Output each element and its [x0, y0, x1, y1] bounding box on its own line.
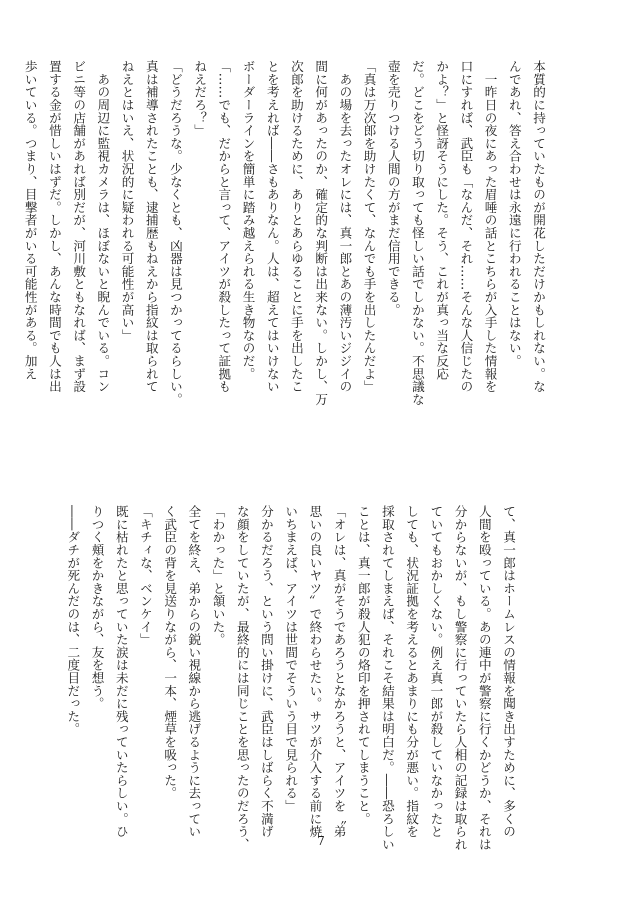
text-line: だ。どこをどう切り取っても怪しい話でしかない。不思議な — [409, 60, 425, 406]
text-line: いちまえば、アイツは世間でそういう目で見られる」 — [283, 505, 299, 813]
text-line: 人間を殴っている。あの連中が警察に行くかどうか、それは — [476, 505, 492, 851]
upper-text-block — [22, 60, 550, 406]
text-line: 「わかった」と頷いた。 — [210, 505, 226, 646]
text-line: 置する金が惜しいはずだ。しかし、あんな時間でも人は出 — [46, 60, 62, 393]
text-line: 思いの良いヤツ〟で終わらせたい。サツが介入する前に焼 — [307, 505, 323, 838]
text-line: 本質的に持っていたものが開花しただけかもしれない。な — [531, 60, 546, 393]
text-line: かよ？」と怪訝そうにした。そう、これが真っ当な反応 — [434, 60, 450, 380]
text-line: 間に何があったのか、確定的な判断は出来ない。しかし、万 — [313, 60, 329, 406]
text-line: 「キチィな、ベンケイ」 — [137, 505, 153, 646]
text-line: 「真は万次郎を助けたくて、なんでも手を出したんだよ」 — [361, 60, 377, 393]
text-line: 分からないが、もし警察に行っていたら人相の記録は取られ — [452, 505, 468, 851]
text-line: 口にすれば、武臣も「なんだ、それ……そんな人信じたの — [458, 60, 474, 393]
page-number: 7 — [317, 834, 325, 848]
text-line: 壺を売りつける人間の方がまだ信用できる。 — [385, 60, 401, 316]
text-line: 「どうだろうな。少なくとも、凶器は見つかってるらしい。 — [167, 60, 183, 406]
text-line: ていてもおかしくない。例え真一郎が殺していなかったと — [428, 505, 444, 838]
text-line: 採取されてしまえば、それこそ結果は明白だ。――恐ろしい — [379, 505, 395, 851]
text-line: て、真一郎はホームレスの情報を聞き出すために、多くの — [501, 505, 516, 838]
text-line: 「……でも、だからと言って、アイツが殺したって証拠も — [216, 60, 232, 393]
text-line: りつく頬をかきながら、友を想う。 — [89, 505, 105, 710]
text-line: ねえだろ？」 — [192, 60, 208, 137]
text-line: ビニ等の店舗があれば別だが、河川敷ともなれば、まず設 — [71, 60, 87, 393]
text-line: 次郎を助けるために、ありとあらゆることに手を出したこ — [288, 60, 304, 393]
lower-text-block — [65, 505, 520, 851]
text-line: く武臣の背を見送りながら、一本、煙草を吸った。 — [162, 505, 178, 800]
text-line: 歩いている。つまり、目撃者がいる可能性がある。加え — [22, 60, 38, 380]
text-line: あの周辺に監視カメラは、ほぼないと睨んでいる。コン — [95, 60, 111, 393]
text-line: ねえとはいえ、状況的に疑われる可能性が高い」 — [119, 60, 135, 342]
text-line: 「オレは、真がそうであろうとなかろうと、アイツを〝弟 — [331, 505, 347, 838]
text-line: しても、状況証拠を考えるとあまりにも分が悪い。指紋を — [404, 505, 420, 838]
text-line: とを考えれば――さもありなん。人は、超えてはいけない — [264, 60, 280, 393]
text-line: な顔をしていたが、最終的には同じことを思ったのだろう、 — [234, 505, 250, 851]
text-line: ことは、真一郎が殺人犯の烙印を押されてしまうこと。 — [355, 505, 371, 825]
text-line: 既に枯れたと思っていた涙は未だに残っていたらしい。ひ — [113, 505, 129, 838]
text-line: んであれ、答え合わせは永遠に行われることはない。 — [506, 60, 522, 368]
text-line: ボーダーラインを簡単に踏み越えられる生き物なのだ。 — [240, 60, 256, 380]
text-line: 分かるだろう、という問い掛けに、武臣はしばらく不満げ — [258, 505, 274, 838]
text-line: ――ダチが死んだのは、二度目だった。 — [65, 505, 81, 736]
text-line: 一昨日の夜にあった眉唾の話とこちらが入手した情報を — [482, 60, 498, 393]
text-line: 真は補導されたことも、逮捕歴もねえから指紋は取られて — [143, 60, 159, 393]
text-line: あの場を去ったオレには、真一郎とあの薄汚いジジイの — [337, 60, 353, 393]
text-line: 全てを終え、弟からの鋭い視線から逃げるように去ってい — [186, 505, 202, 838]
